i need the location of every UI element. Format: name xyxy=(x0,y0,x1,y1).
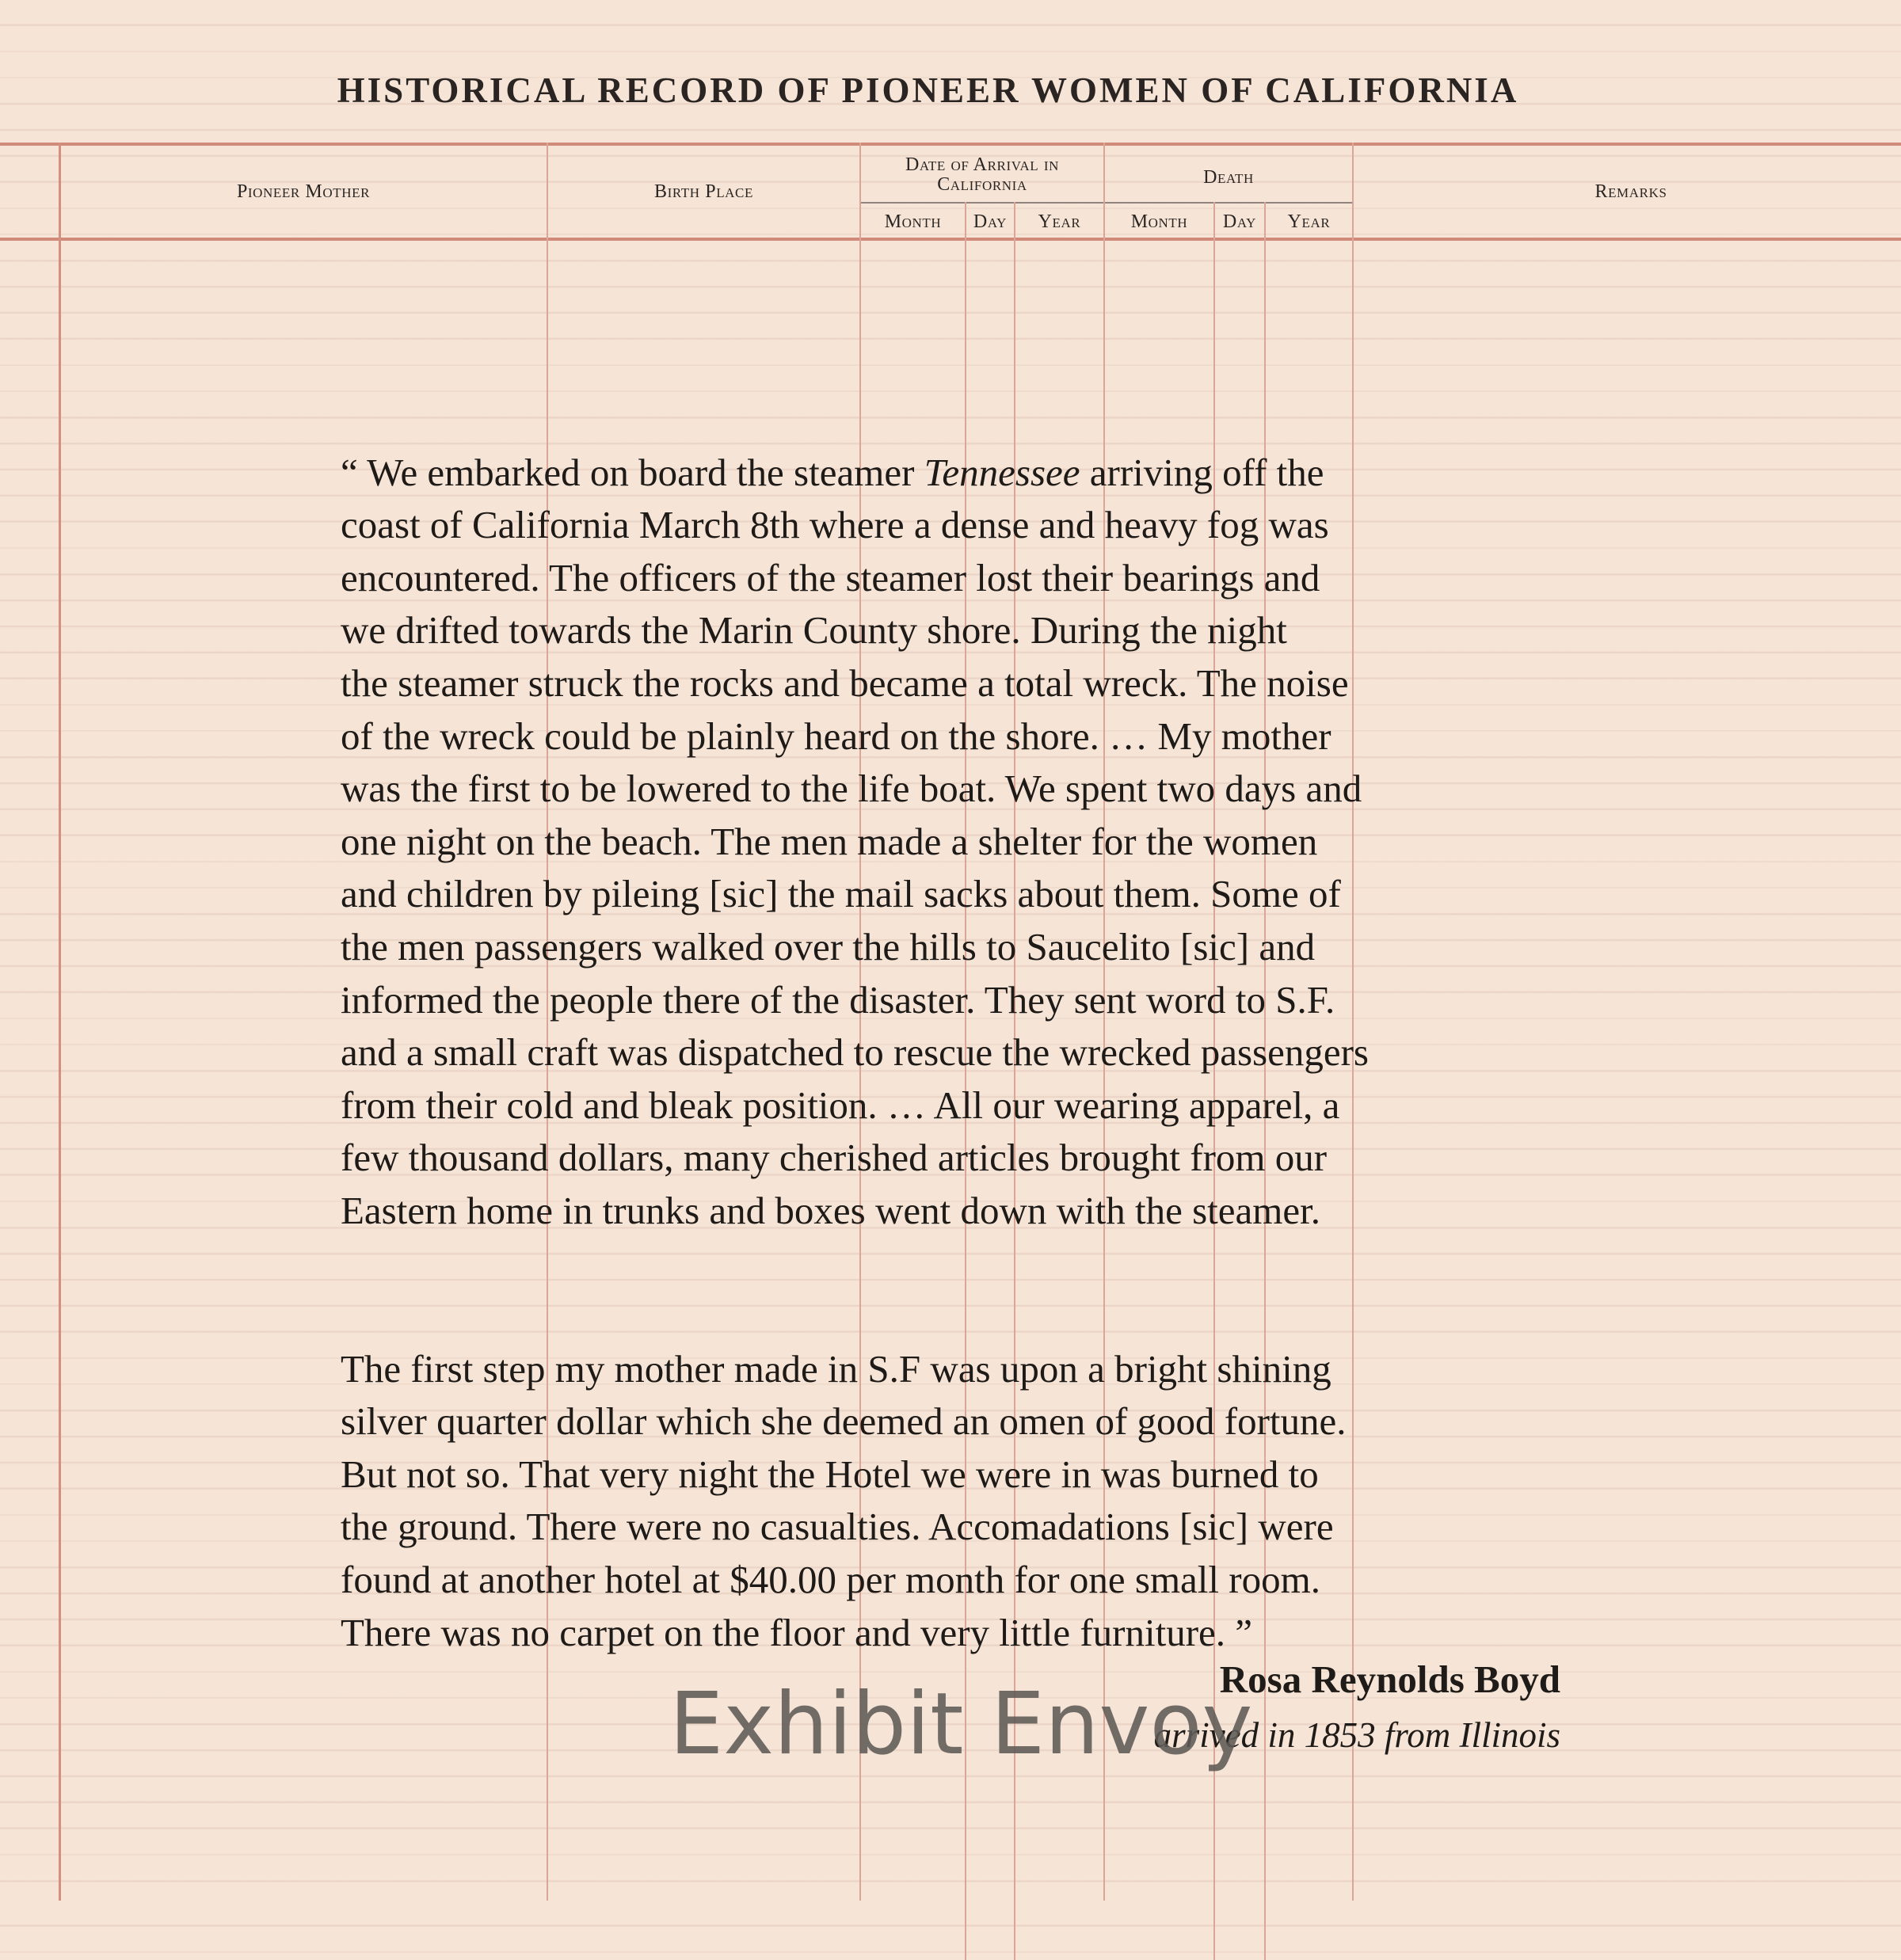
header-bottom-rule xyxy=(0,238,1901,241)
header-death-year: Year xyxy=(1287,211,1331,232)
ship-name: Tennessee xyxy=(924,450,1080,494)
header-birth-place: Birth Place xyxy=(654,181,753,202)
quote-paragraph-1-text: arriving off the coast of California March 8th where a dense and heavy fog was encountered. The officers of the steamer lost their bearings and we drifted towards the Marin County shore. During the night the steamer struck the rocks and became a total wreck. The noise of the wreck could be plainly heard on the shore. … My mother was the first to be lowered to the life boat. We spent two days and one night on the beach. The men made a shelter for the women and children by pileing [sic] the mail sacks about them. Some of the men passengers walked over the hills to Saucelito [sic] and informed the people there of the disaster. They sent word to S.F. and a small craft was dispatched to rescue the wrecked passengers from their cold and bleak position. … All our wearing apparel, a few thousand dollars, many cherished articles brought from our Eastern home in trunks and boxes went down with the steamer. xyxy=(341,450,1369,1232)
quote-paragraph: The first step my mother made in S.F was upon a bright shining silver quarter dollar which she deemed an omen of good fortune. But not so. That very night the Hotel we were in was burned to the ground. There were no casualties. Accomadations [sic] were found at another hotel at $40.00 per month for one small room. There was no carpet on the floor and very little furniture. ” xyxy=(341,1346,1347,1654)
quote-paragraph xyxy=(341,447,1564,1238)
header-arrival-date: Date of Arrival in California xyxy=(905,154,1060,195)
header-arrival-day: Day xyxy=(973,211,1008,232)
header-top-rule xyxy=(0,143,1901,146)
quote-text xyxy=(341,394,1564,1712)
header-arrival-year: Year xyxy=(1038,211,1081,232)
header-pioneer-mother: Pioneer Mother xyxy=(236,181,371,202)
page-title: HISTORICAL RECORD OF PIONEER WOMEN OF CALIFORNIA xyxy=(337,70,1519,110)
attribution-name: Rosa Reynolds Boyd xyxy=(1219,1657,1560,1701)
attribution-subtitle: arrived in 1853 from Illinois xyxy=(1153,1715,1560,1755)
header-death: Death xyxy=(1203,167,1254,188)
header-death-day: Day xyxy=(1222,211,1257,232)
quote-opening: “ We embarked on board the steamer xyxy=(341,450,924,494)
arrival-death-subrule xyxy=(859,202,1352,204)
watermark: Exhibit Envoy xyxy=(669,1675,1253,1774)
header-death-month: Month xyxy=(1130,211,1188,232)
header-remarks: Remarks xyxy=(1594,181,1667,202)
column-divider xyxy=(59,143,61,1901)
header-arrival-month: Month xyxy=(884,211,942,232)
